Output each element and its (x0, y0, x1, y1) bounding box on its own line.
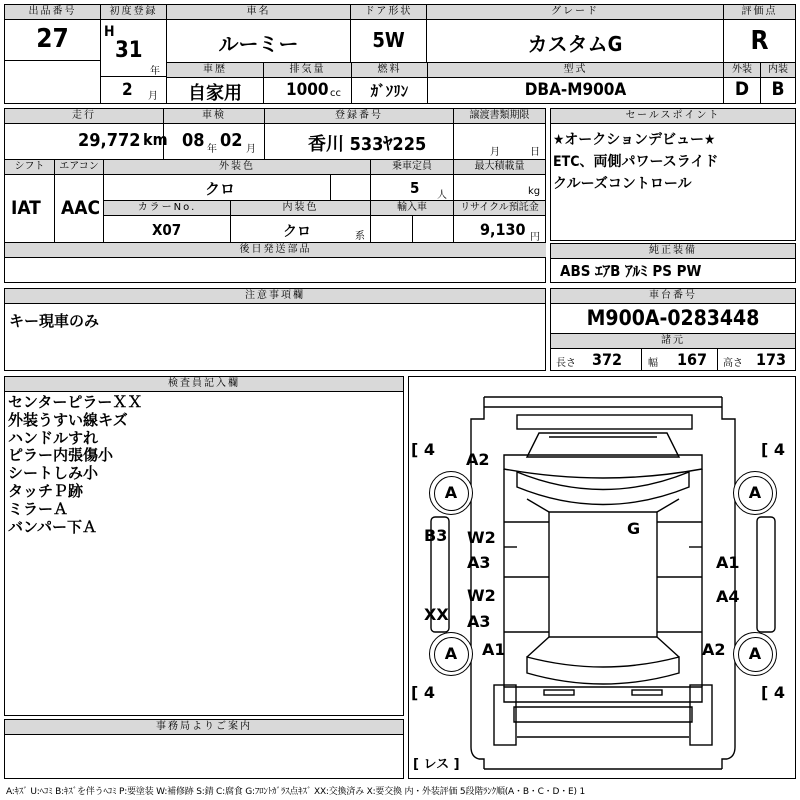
first-reg-label: 初度登録 (101, 5, 166, 20)
displacement-unit: cc (330, 88, 341, 99)
month-unit: 月 (148, 91, 158, 102)
inspector-notes (8, 394, 142, 536)
registration-value: 香川 533ﾔ225 (308, 134, 427, 155)
displacement-value: 1000 (286, 80, 329, 100)
ext-color-value: クロ (205, 180, 236, 198)
code-g-glass: G (627, 519, 641, 538)
code-w2-rear: W2 (467, 586, 496, 605)
sales-point-3: クルーズコントロール (553, 176, 692, 192)
height-label: 高さ (723, 358, 743, 369)
inspection-month: 02 (220, 130, 243, 151)
inspector-line: バンパー下Ａ (8, 517, 97, 536)
int-color-unit: 系 (355, 231, 365, 242)
recycle-unit: 円 (530, 232, 540, 243)
grade-label: グレード (427, 5, 723, 20)
inspector-line: タッチＰ跡 (8, 481, 84, 500)
office-label: 事務局よりご案内 (5, 720, 403, 735)
car-name-label: 車名 (167, 5, 350, 20)
code-a2-rear-right: A2 (702, 640, 726, 659)
code-a1-rear-left: A1 (482, 640, 506, 659)
sales-point-1: ★オークションデビュー★ (553, 132, 716, 148)
recycle-label: リサイクル預託金 (454, 201, 545, 216)
code-a1-right: A1 (716, 553, 740, 572)
registration-label: 登録番号 (265, 109, 453, 124)
doors-value: 5W (372, 28, 405, 52)
grade-value: カスタムG (527, 32, 623, 56)
code-a3-front: A3 (467, 553, 491, 572)
exterior-grade-value: D (734, 78, 750, 100)
ext-color-label: 外装色 (104, 160, 370, 175)
sales-points-label: セールスポイント (551, 109, 795, 124)
mileage-value: 29,772 (78, 130, 141, 151)
spare-tire-label: [ レス ] (413, 757, 460, 772)
genuine-equipment-value: ABS ｴｱB ｱﾙﾐ PS PW (560, 262, 702, 280)
tire-rear-right: [ 4 (761, 683, 786, 702)
specs-label: 諸元 (551, 334, 795, 349)
inspector-line: シートしみ小 (8, 464, 99, 483)
color-no-label: カラーNo. (104, 201, 230, 216)
era-mark: H (104, 24, 115, 40)
transfer-docs-label: 譲渡書類期限 (454, 109, 545, 124)
code-w2-front: W2 (467, 528, 496, 547)
rating-label: 評価点 (724, 5, 795, 20)
recycle-value: 9,130 (480, 220, 526, 239)
car-outline (409, 377, 797, 780)
lot-number: 27 (36, 24, 69, 54)
notes-value: キー現車のみ (9, 312, 100, 330)
rating-value: R (750, 26, 769, 56)
code-a3-rear: A3 (467, 612, 491, 631)
later-parts-label: 後日発送部品 (5, 243, 546, 258)
model-code-label: 型式 (428, 63, 723, 78)
interior-grade-label: 内装 (761, 63, 795, 78)
wheel-rear-left-icon: A (429, 632, 473, 676)
code-b3: B3 (424, 526, 448, 545)
doors-label: ドア形状 (351, 5, 426, 20)
capacity-label: 乗車定員 (371, 160, 453, 175)
inspector-line: ハンドルすれ (8, 428, 99, 447)
code-a4-right: A4 (716, 587, 740, 606)
inspector-line: ピラー内張傷小 (8, 446, 114, 465)
chassis-value: M900A-0283448 (586, 306, 760, 330)
aircon-label: エアコン (55, 160, 103, 175)
fuel-label: 燃料 (352, 63, 427, 78)
capacity-value: 5 (410, 179, 420, 197)
first-reg-year: 31 (115, 38, 143, 63)
tire-rear-left: [ 4 (411, 683, 436, 702)
length-label: 長さ (556, 358, 576, 369)
inspector-line: センターピラーＸＸ (8, 393, 143, 411)
chassis-label: 車台番号 (551, 289, 795, 304)
int-color-value: クロ (283, 224, 311, 240)
inspection-label: 車検 (164, 109, 264, 124)
tire-front-right: [ 4 (761, 440, 786, 459)
length-value: 372 (592, 350, 623, 369)
height-value: 173 (756, 350, 787, 369)
genuine-equipment-label: 純正装備 (551, 244, 795, 259)
car-name: ルーミー (218, 32, 299, 56)
lot-label: 出品番号 (5, 5, 100, 20)
max-load-label: 最大積載量 (454, 160, 545, 175)
inspector-line: 外装うすい線キズ (8, 410, 128, 429)
sales-point-2: ETC、両側パワースライド (553, 154, 719, 170)
wheel-front-right-icon: A (733, 471, 777, 515)
mileage-label: 走行 (5, 109, 163, 124)
first-reg-month: 2 (122, 80, 133, 100)
legend: A:ｷｽﾞ U:ﾍｺﾐ B:ｷｽﾞを伴うﾍｺﾐ P:要塗装 W:補修跡 S:錆 C:腐食 G:ﾌﾛﾝﾄｶﾞﾗｽ点ｷｽﾞ XX:交換済み X:要交換 内・外装評価 5段階ﾗﾝｸ順(A・B・C・D・E) 1 (6, 787, 585, 797)
max-load-unit: kg (528, 186, 541, 197)
aircon-value: AAC (61, 197, 101, 219)
shift-value: IAT (11, 197, 41, 219)
width-label: 幅 (648, 358, 658, 369)
import-label: 輸入車 (371, 201, 453, 216)
history-value: 自家用 (188, 83, 242, 104)
width-value: 167 (677, 350, 708, 369)
transfer-month-unit: 月 (490, 147, 500, 158)
wheel-rear-right-icon: A (733, 632, 777, 676)
capacity-unit: 人 (437, 190, 447, 201)
wheel-front-left-icon: A (429, 471, 473, 515)
inspection-month-unit: 月 (246, 144, 256, 155)
exterior-grade-label: 外装 (724, 63, 760, 78)
inspection-year: 08 (182, 130, 205, 151)
model-code-value: DBA-M900A (524, 80, 627, 100)
int-color-label: 内装色 (231, 201, 370, 216)
transfer-day-unit: 日 (530, 147, 540, 158)
inspection-year-unit: 年 (207, 144, 217, 155)
shift-label: シフト (5, 160, 54, 175)
year-unit: 年 (150, 66, 160, 77)
code-a2-front-left: A2 (466, 450, 490, 469)
mileage-unit: km (143, 130, 168, 149)
inspector-line: ミラーＡ (8, 499, 69, 518)
code-xx: XX (424, 605, 449, 624)
displacement-label: 排気量 (264, 63, 351, 78)
tire-front-left: [ 4 (411, 440, 436, 459)
car-diagram (408, 376, 796, 779)
interior-grade-value: B (771, 78, 785, 100)
history-label: 車歴 (167, 63, 263, 78)
color-no-value: X07 (152, 221, 182, 239)
fuel-value: ｶﾞｿﾘﾝ (370, 82, 409, 100)
inspector-label: 検査員記入欄 (5, 377, 403, 392)
notes-label: 注意事項欄 (5, 289, 545, 304)
